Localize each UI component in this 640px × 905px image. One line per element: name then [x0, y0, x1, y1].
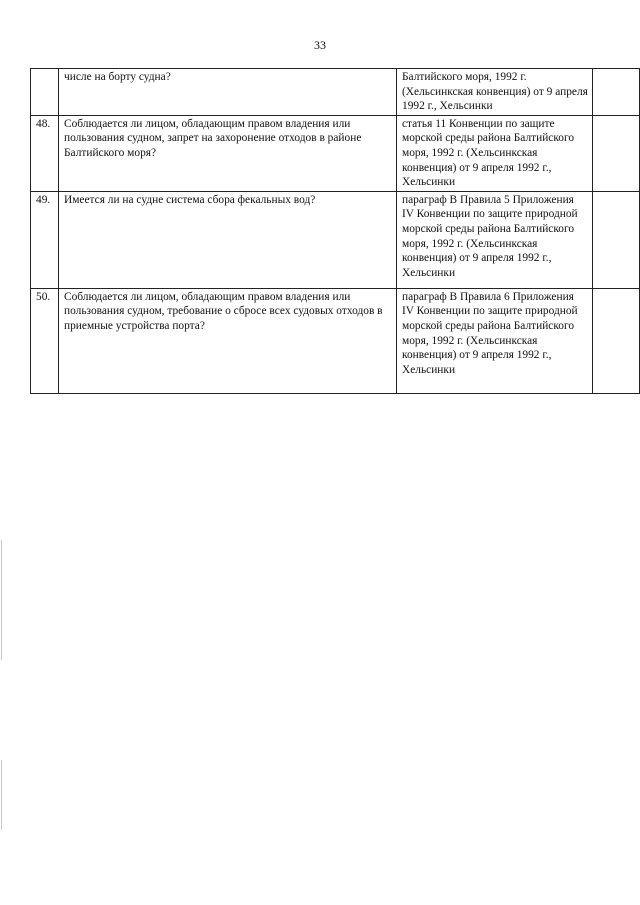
scan-edge-mark	[1, 760, 2, 830]
mark-cell	[593, 288, 640, 393]
reference-cell: Балтийского моря, 1992 г. (Хельсинкская конвенция) от 9 апреля 1992 г., Хельсинки	[397, 69, 593, 116]
table-row	[31, 115, 640, 191]
mark-cell	[593, 191, 640, 288]
mark-cell	[593, 115, 640, 191]
question-cell: Имеется ли на судне система сбора фекальных вод?	[59, 191, 397, 288]
mark-cell	[593, 69, 640, 116]
reference-cell: параграф В Правила 6 Приложения IV Конвенции по защите природной морской среды района Балтийского моря, 1992 г. (Хельсинкская конвенция) от 9 апреля 1992 г., Хельсинки	[397, 288, 593, 393]
table-row	[31, 288, 640, 393]
checklist-table	[30, 68, 640, 394]
row-number: 49.	[31, 191, 59, 288]
row-number	[31, 69, 59, 116]
reference-cell: параграф В Правила 5 Приложения IV Конвенции по защите природной морской среды района Балтийского моря, 1992 г. (Хельсинкская конвенция) от 9 апреля 1992 г., Хельсинки	[397, 191, 593, 288]
row-number: 48.	[31, 115, 59, 191]
row-number: 50.	[31, 288, 59, 393]
scan-edge-mark	[1, 540, 2, 660]
question-cell: числе на борту судна?	[59, 69, 397, 116]
table-row	[31, 69, 640, 116]
reference-cell: статья 11 Конвенции по защите морской среды района Балтийского моря, 1992 г. (Хельсинкская конвенция) от 9 апреля 1992 г., Хельсинки	[397, 115, 593, 191]
table-row	[31, 191, 640, 288]
question-cell: Соблюдается ли лицом, обладающим правом владения или пользования судном, требование о сбросе всех судовых отходов в приемные устройства порта?	[59, 288, 397, 393]
question-cell: Соблюдается ли лицом, обладающим правом владения или пользования судном, запрет на захоронение отходов в районе Балтийского моря?	[59, 115, 397, 191]
page-number: 33	[314, 38, 326, 52]
